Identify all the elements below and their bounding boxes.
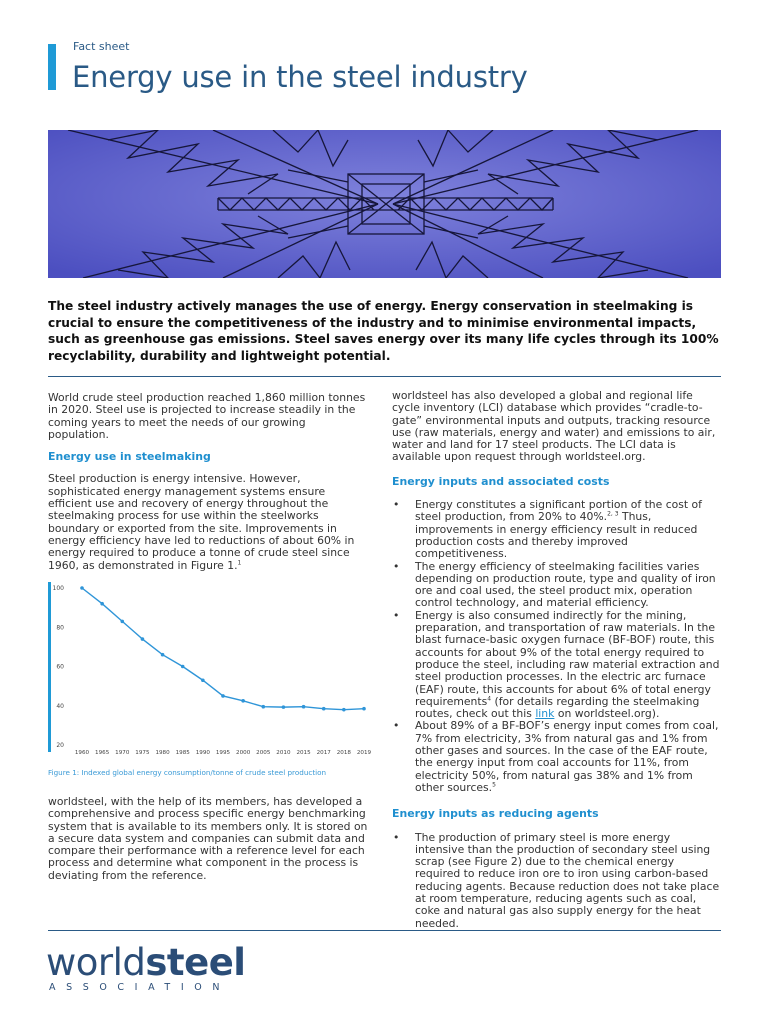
steelmaking-routes-link[interactable]: link — [535, 707, 555, 721]
page-title: Energy use in the steel industry — [72, 60, 528, 94]
list-item-text: on worldsteel.org). — [554, 707, 660, 721]
list-item — [392, 832, 720, 930]
energy-index-line-chart — [48, 578, 374, 756]
section-heading-energy-costs: Energy inputs and associated costs — [392, 474, 610, 488]
data-point — [241, 699, 245, 703]
pylon-illustration — [48, 130, 721, 278]
data-point — [161, 653, 165, 657]
footnote-ref: 5 — [492, 781, 496, 789]
x-tick-label: 1995 — [215, 750, 231, 756]
y-tick-label: 60 — [56, 663, 64, 671]
list-item — [392, 720, 720, 794]
y-tick-label: 80 — [56, 624, 64, 632]
data-point — [261, 705, 265, 709]
x-tick-label: 2015 — [296, 750, 311, 756]
logo-wordmark — [46, 941, 246, 984]
accent-bar — [48, 44, 56, 90]
left-column-lower — [48, 796, 368, 882]
series-line — [82, 588, 364, 710]
y-tick-label: 20 — [56, 742, 64, 749]
benchmarking-paragraph: worldsteel, with the help of its members, has developed a comprehensive and process specific energy benchmarking system that is available to its members only. It is stored on a secure data system and companies can submit data and compare their performance with a reference level for each process and determine what component in the process is deviating from the reference. — [48, 795, 368, 882]
x-tick-label: 2018 — [336, 750, 351, 756]
logo-subtitle: ASSOCIATION — [49, 982, 231, 993]
logo-word-bold: steel — [145, 941, 246, 984]
x-tick-label: 2005 — [256, 750, 271, 756]
worldsteel-logo — [46, 941, 246, 993]
document-type-label: Fact sheet — [73, 40, 130, 53]
data-point — [342, 708, 346, 712]
data-point — [221, 694, 225, 698]
reducing-agents-list — [392, 832, 720, 930]
list-item-text: The production of primary steel is more energy intensive than the production of secondary steel using scrap (see Figure 2) due to the chemical energy required to reduce iron ore to iron using carbon-based reducing agents. Because reduction does not take place at room temperature, reducing agents such as coal, coke and natural gas also supply energy for the heat needed. — [415, 830, 720, 930]
section-heading-reducing-agents: Energy inputs as reducing agents — [392, 807, 599, 821]
x-tick-label: 1980 — [155, 750, 170, 756]
energy-use-paragraph — [48, 473, 368, 571]
list-item — [392, 561, 720, 610]
footer-divider — [48, 930, 721, 931]
x-tick-label: 2010 — [276, 750, 291, 756]
data-point — [100, 602, 104, 606]
y-tick-label: 40 — [56, 702, 64, 710]
data-point — [141, 637, 145, 641]
lead-paragraph: The steel industry actively manages the use of energy. Energy conservation in steelmaking is crucial to ensure the competitiveness of the industry and to minimise environmental impacts, such as greenhouse gas emissions. Steel saves energy over its many life cycles through its 100% recyclability, durability and lightweight potential. — [48, 299, 719, 363]
energy-use-text: Steel production is energy intensive. However, sophisticated energy management systems ensure efficient use and recovery of energy throughout the steelmaking process for use within the steelworks boundary or exported from the site. Improvements in energy efficiency have led to reductions of about 60% in energy required to produce a tonne of crude steel since 1960, as demonstrated in Figure 1. — [48, 472, 355, 572]
figure-caption: Figure 1: Indexed global energy consumption/tonne of crude steel production — [48, 768, 327, 777]
x-tick-label: 2017 — [316, 750, 331, 756]
list-item-text: The energy efficiency of steelmaking facilities varies depending on production route, type and quality of iron ore and coal used, the steel product mix, operation control technology, and material efficiency. — [415, 559, 716, 610]
data-point — [80, 586, 84, 590]
y-tick-label: 100 — [52, 585, 64, 592]
lci-paragraph: worldsteel has also developed a global and regional life cycle inventory (LCI) database which provides “cradle-to-gate” environmental inputs and outputs, tracking resource use (raw materials, energy and water) and emissions to air, water and land for 17 steel products. The LCI data is available upon request through worldsteel.org. — [392, 389, 716, 464]
data-point — [322, 707, 326, 711]
data-point — [302, 705, 306, 709]
logo-word-light: world — [46, 941, 146, 984]
chart-axis-bar — [48, 582, 51, 752]
x-tick-label: 1970 — [115, 750, 130, 756]
list-item-text: Energy constitutes a significant portion of the cost of steel production, from 20% to 40%. — [415, 498, 702, 524]
list-item-text: About 89% of a BF-BOF’s energy input comes from coal, 7% from electricity, 3% from natural gas and 1% from other gases and sources. In the case of the EAF route, the energy input from coal accounts for 11%, from electricity 50%, from natural gas 38% and 1% from other sources. — [415, 719, 719, 794]
list-item-text: Energy is also consumed indirectly for the mining, preparation, and transportation of raw materials. In the blast furnace-basic oxygen furnace (BF-BOF) route, this accounts for about 9% of the total energy required to produce the steel, including raw material extraction and steel production processes. In the electric arc furnace (EAF) route, this accounts for about 6% of total energy requirements — [415, 608, 720, 708]
section-heading-energy-use: Energy use in steelmaking — [48, 450, 211, 464]
intro-paragraph: World crude steel production reached 1,860 million tonnes in 2020. Steel use is projected to increase steadily in the coming years to meet the needs of our growing population. — [48, 391, 366, 441]
list-item — [392, 610, 720, 721]
x-tick-label: 1985 — [175, 750, 190, 756]
list-item-text: (for details regarding the steelmaking routes, check out this — [415, 694, 700, 721]
x-tick-label: 1975 — [135, 750, 150, 756]
data-point — [201, 678, 205, 682]
data-point — [181, 665, 185, 669]
hero-image — [48, 130, 721, 278]
footnote-ref: 1 — [237, 558, 242, 566]
x-tick-label: 2000 — [236, 750, 251, 756]
section-divider — [48, 376, 721, 377]
x-tick-label: 2019 — [356, 750, 372, 756]
list-item — [392, 499, 720, 560]
left-column — [48, 392, 368, 572]
list-item-text: Thus, improvements in energy efficiency result in reduced production costs and thereby improved competitiveness. — [415, 510, 698, 561]
x-tick-label: 1960 — [74, 750, 90, 756]
x-tick-label: 1965 — [95, 750, 110, 756]
energy-costs-list — [392, 499, 720, 794]
data-point — [282, 705, 286, 709]
data-point — [362, 707, 366, 711]
footnote-ref: 4 — [487, 695, 492, 703]
footnote-ref: 2, 3 — [607, 510, 619, 518]
x-tick-label: 1990 — [195, 750, 210, 756]
right-column — [392, 390, 720, 930]
data-point — [120, 620, 124, 624]
